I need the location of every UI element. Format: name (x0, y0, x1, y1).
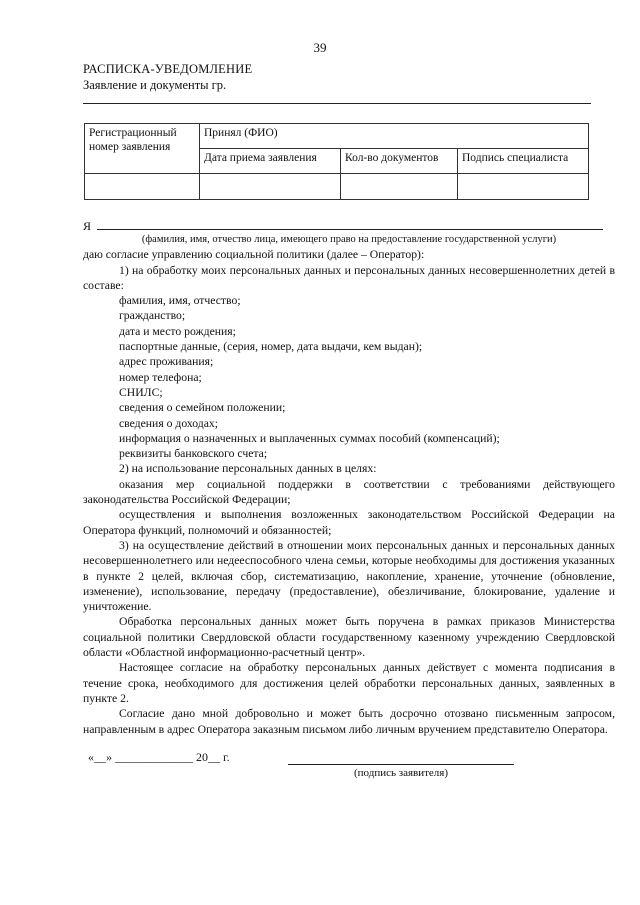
applicant-name-line (83, 103, 591, 104)
document-title: РАСПИСКА-УВЕДОМЛЕНИЕ (83, 62, 253, 76)
table-cell[interactable] (85, 174, 200, 200)
data-list-item: гражданство; (119, 309, 186, 323)
consent-body (83, 232, 615, 737)
date-field[interactable]: «__» _____________ 20__ г. (88, 750, 230, 764)
received-by-header: Принял (ФИО) (200, 124, 589, 149)
signature-label: (подпись заявителя) (353, 767, 449, 779)
processing-paragraph: Обработка персональных данных может быть поручена в рамках приказов Министерства социальной политики Свердловской области государственному казенному учреждению Свердловской области «Областной информационно-расчетный центр». (83, 615, 615, 660)
validity-paragraph: Настоящее согласие на обработку персональных данных действует с момента подписания в течение срока, необходимого для достижения целей обработки персональных данных, заявленных в пункте 2. (83, 661, 615, 705)
column-header: Кол-во документов (341, 149, 458, 174)
consent-item-2b: осуществления и выполнения возложенных законодательством Российской Федерации на Оператора функций, полномочий и обязанностей; (83, 508, 615, 537)
data-list-item: реквизиты банковского счета; (119, 447, 268, 461)
ya-label: Я (83, 219, 92, 233)
consent-item-2: 2) на использование персональных данных в целях: (119, 462, 377, 476)
page-number: 39 (313, 40, 327, 55)
applicant-fio-field[interactable] (97, 217, 603, 230)
data-list-item: сведения о семейном положении; (119, 401, 286, 415)
fio-hint: (фамилия, имя, отчество лица, имеющего право на предоставление государственной услуги) (141, 234, 557, 245)
data-list-item: сведения о доходах; (119, 416, 219, 430)
consent-item-1: 1) на обработку моих персональных данных и персональных данных несовершеннолетних детей в составе: (83, 263, 615, 292)
consent-intro: даю согласие управлению социальной политики (далее – Оператор): (83, 248, 425, 262)
table-cell[interactable] (341, 174, 458, 200)
registration-table (84, 123, 589, 200)
data-list-item: паспортные данные, (серия, номер, дата выдачи, кем выдан); (119, 340, 423, 354)
table-cell[interactable] (200, 174, 341, 200)
data-list-item: адрес проживания; (119, 355, 214, 369)
document-subtitle: Заявление и документы гр. (83, 78, 227, 92)
data-list-item: информация о назначенных и выплаченных суммах пособий (компенсаций); (119, 431, 500, 445)
consent-item-3: 3) на осуществление действий в отношении моих персональных данных и персональных данных несовершеннолетнего или недееспособного члена семьи, которые необходимы для достижения указанных в пункте 2 целей, включая сбор, систематизацию, накопление, хранение, уточнение (обновление, изменение), использование, передачу (предоставление), обезличивание, блокирование, удаление и уничтожение. (83, 538, 615, 614)
column-header: Дата приема заявления (200, 149, 341, 174)
data-list-item: СНИЛС; (119, 385, 163, 399)
data-list-item: дата и место рождения; (119, 324, 236, 338)
reg-number-header: Регистрационный номер заявления (85, 124, 200, 174)
signature-line[interactable] (288, 764, 514, 765)
revoke-paragraph: Согласие дано мной добровольно и может быть досрочно отозвано письменным запросом, направленным в адрес Оператора заказным письмом либо личным вручением представителю Оператора. (83, 707, 615, 736)
data-list-item: фамилия, имя, отчество; (119, 294, 241, 308)
table-cell[interactable] (458, 174, 589, 200)
column-header: Подпись специалиста (458, 149, 589, 174)
consent-item-2a: оказания мер социальной поддержки в соответствии с требованиями действующего законодательства Российской Федерации; (83, 477, 615, 507)
data-list-item: номер телефона; (119, 370, 202, 384)
